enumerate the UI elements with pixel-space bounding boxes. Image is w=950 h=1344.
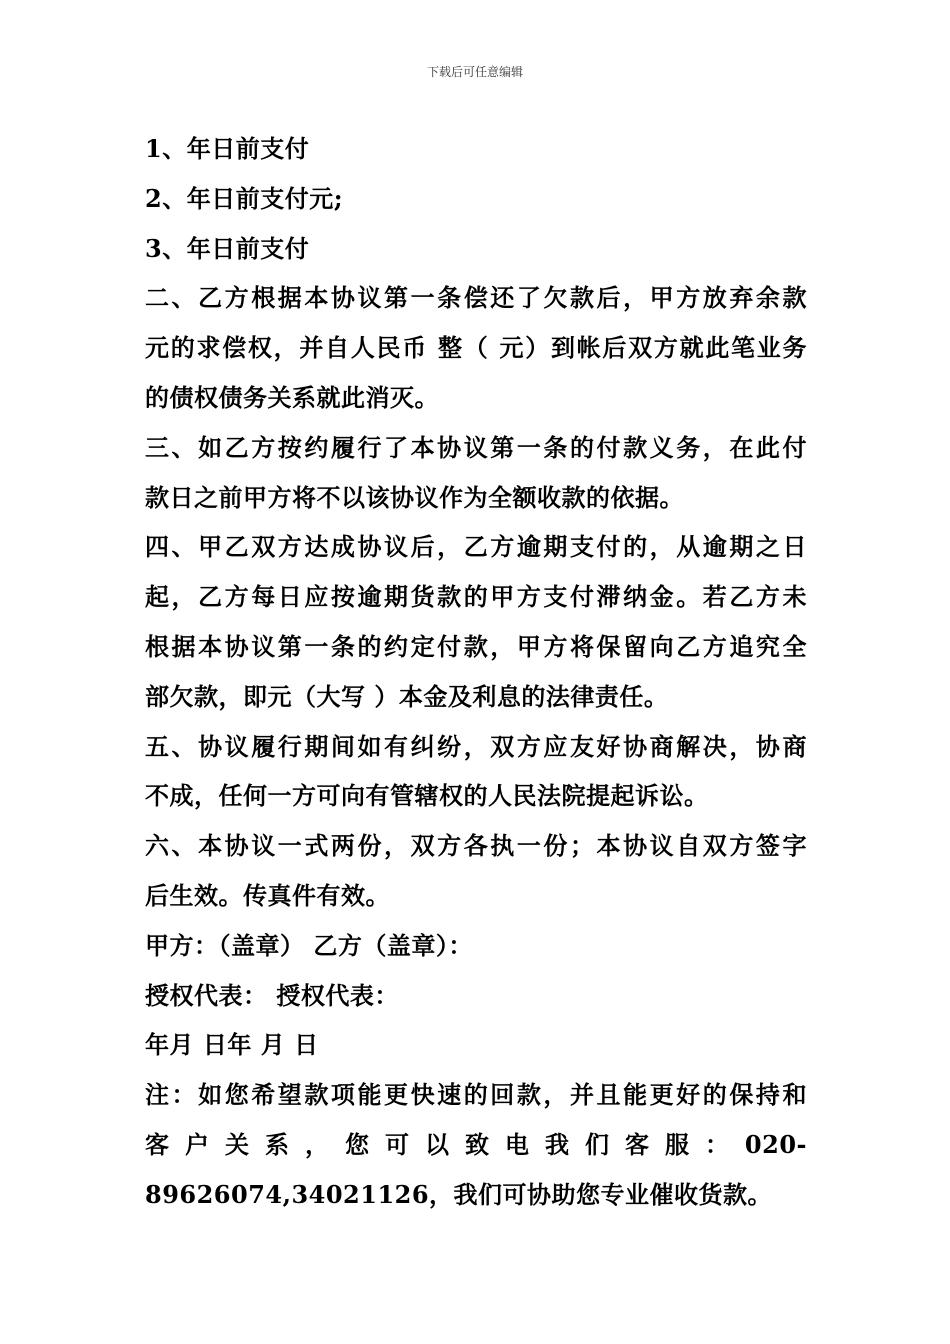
clause-5-line-1: 五、协议履行期间如有纠纷，双方应友好协商解决，协商 (145, 731, 807, 761)
clause-4-line-2: 起，乙方每日应按逾期货款的甲方支付滞纳金。若乙方未 (145, 582, 807, 612)
note-line-2: 客户关系，您可以致电我们客服：020- (145, 1129, 807, 1159)
clause-4-line-1: 四、甲乙双方达成协议后，乙方逾期支付的，从逾期之日 (145, 532, 807, 562)
clause-2-line-2: 元的求偿权，并自人民币 整（ 元）到帐后双方就此笔业务 (145, 333, 807, 363)
document-body (145, 124, 807, 1220)
page-header-note: 下载后可任意编辑 (426, 65, 523, 79)
signature-parties: 甲方：（盖章） 乙方（盖章）： (145, 930, 473, 960)
signature-representatives: 授权代表： 授权代表： (145, 980, 399, 1010)
note-line-3: 89626074,34021126，我们可协助您专业催收货款。 (145, 1179, 773, 1209)
clause-6-line-1: 六、本协议一式两份，双方各执一份；本协议自双方签字 (145, 831, 807, 861)
payment-item-2: 2、年日前支付元; (145, 183, 344, 213)
clause-3-line-1: 三、如乙方按约履行了本协议第一条的付款义务，在此付 (145, 432, 807, 462)
clause-6-line-2: 后生效。传真件有效。 (145, 880, 390, 910)
note-line-1: 注：如您希望款项能更快速的回款，并且能更好的保持和 (145, 1080, 807, 1110)
payment-item-3: 3、年日前支付 (145, 233, 310, 263)
clause-3-line-2: 款日之前甲方将不以该协议作为全额收款的依据。 (145, 482, 684, 512)
signature-date: 年月 日年 月 日 (145, 1030, 319, 1060)
clause-2-line-3: 的债权债务关系就此消灭。 (145, 382, 439, 412)
clause-4-line-4: 部欠款，即元（大写 ）本金及利息的法律责任。 (145, 681, 669, 711)
clause-2-line-1: 二、乙方根据本协议第一条偿还了欠款后，甲方放弃余款 (145, 283, 807, 313)
clause-4-line-3: 根据本协议第一条的约定付款，甲方将保留向乙方追究全 (145, 631, 807, 661)
payment-item-1: 1、年日前支付 (145, 134, 310, 163)
clause-5-line-2: 不成，任何一方可向有管辖权的人民法院提起诉讼。 (145, 781, 709, 811)
